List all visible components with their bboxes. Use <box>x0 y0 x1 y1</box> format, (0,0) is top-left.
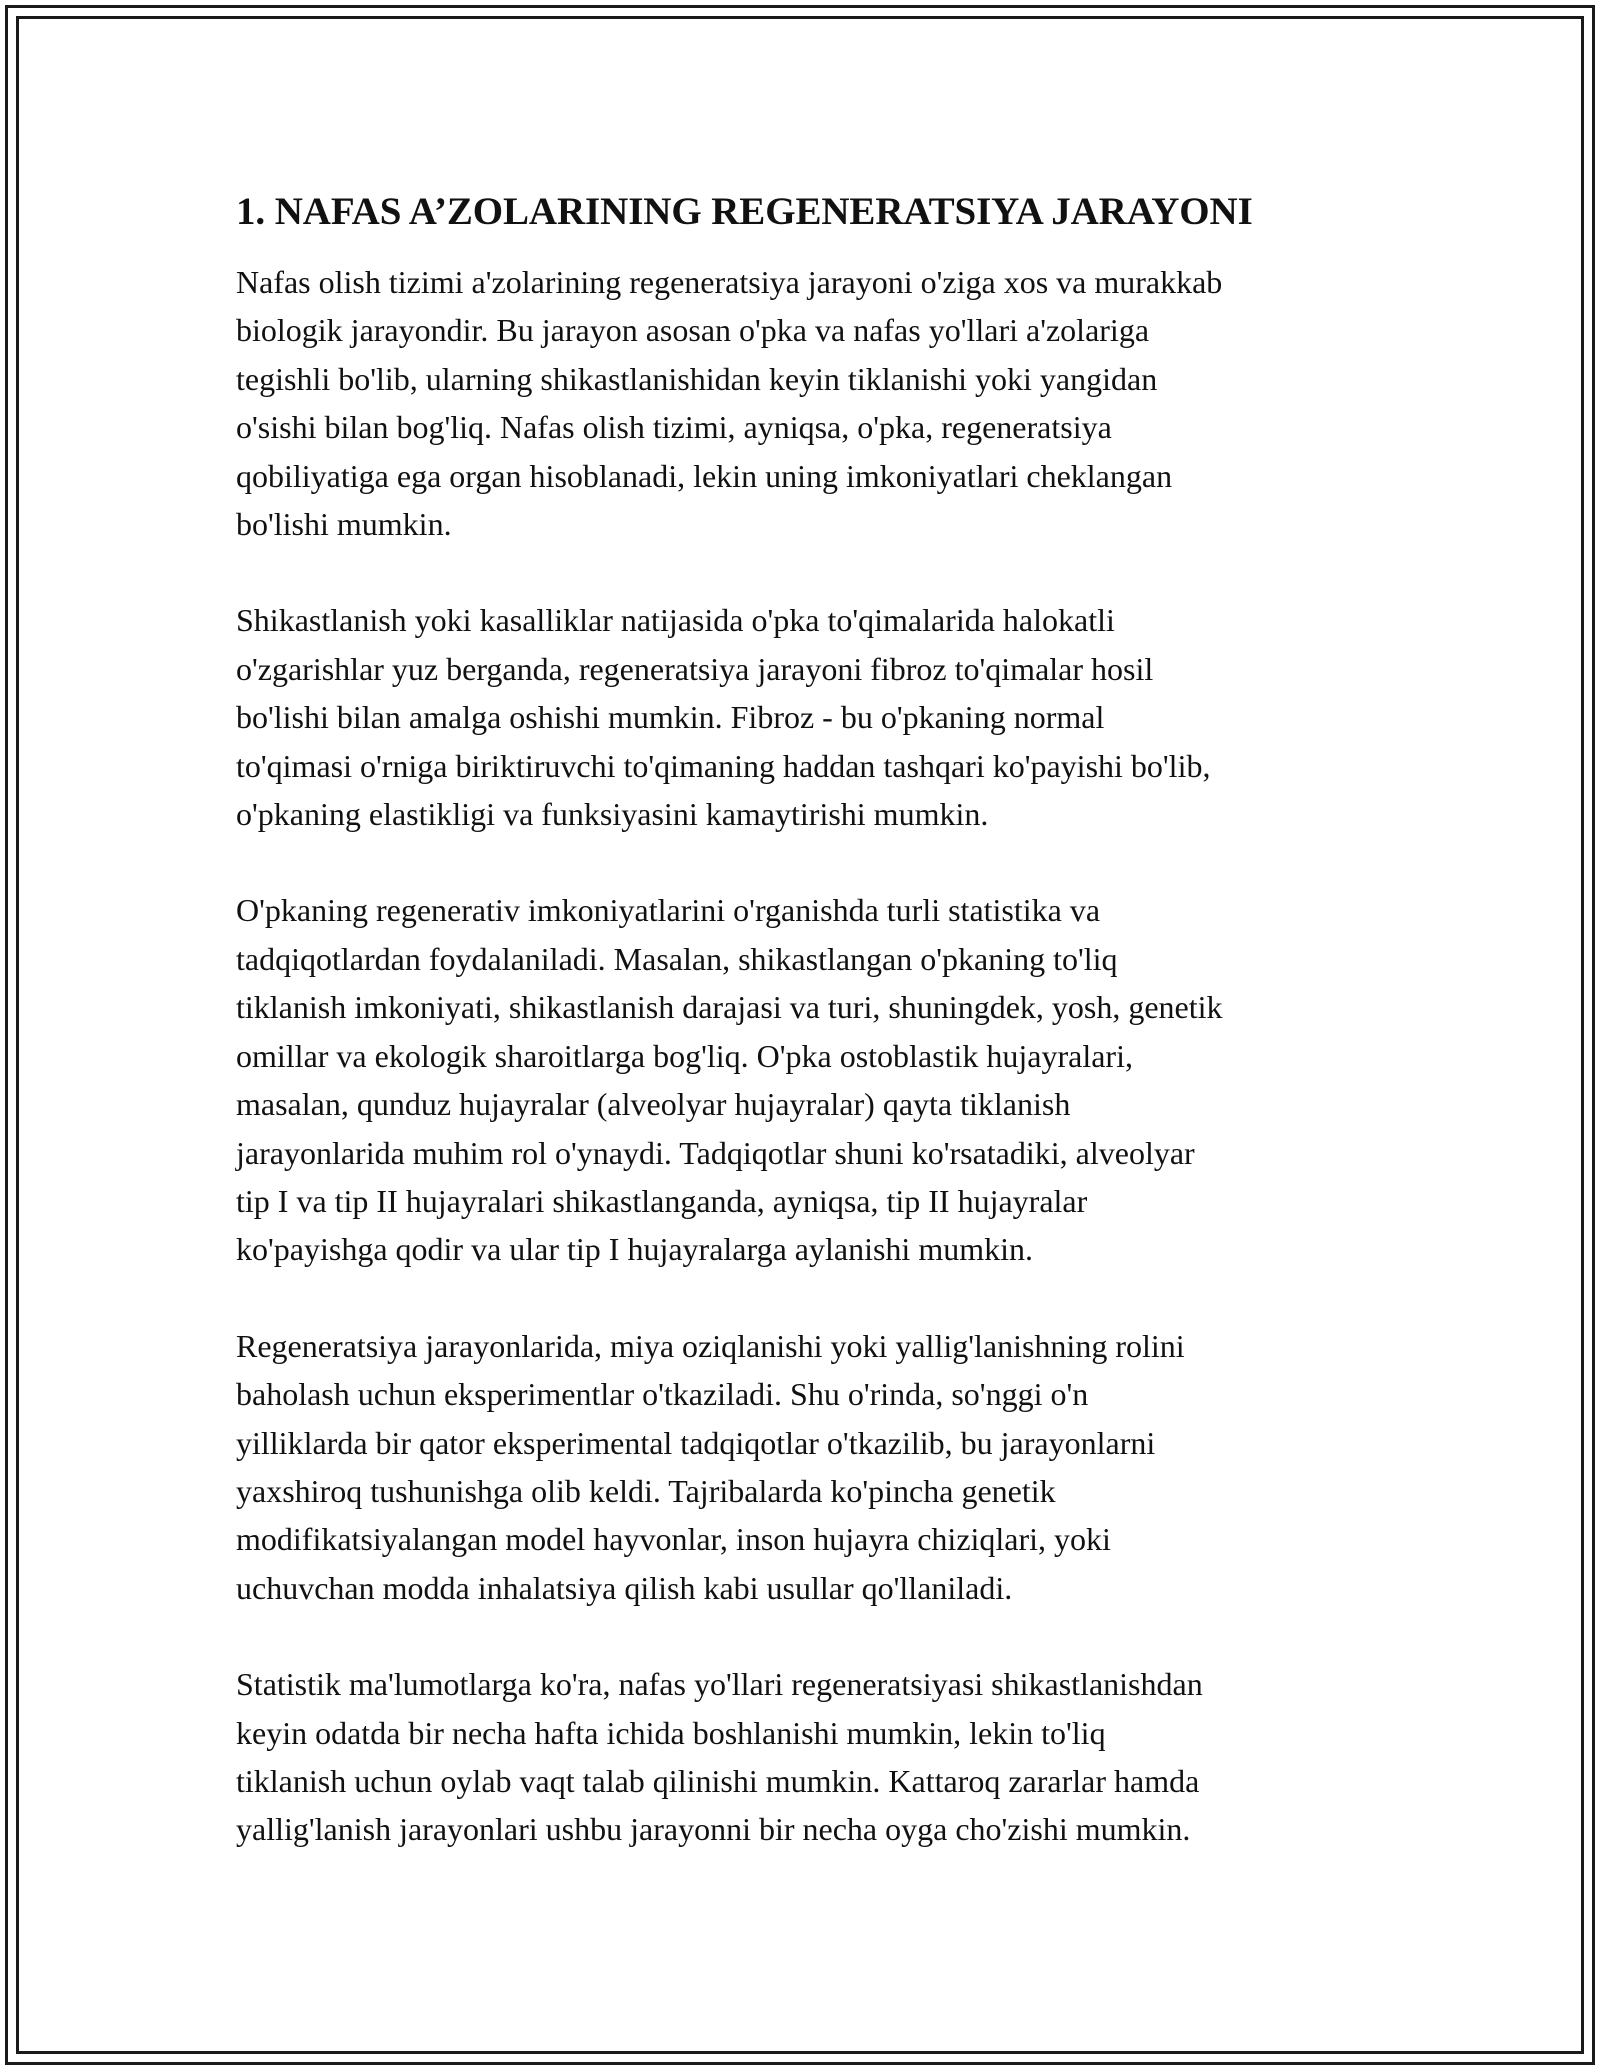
text-line: Shikastlanish yoki kasalliklar natijasida o'pka to'qimalarida halokatli <box>236 602 1115 639</box>
text-line: bo'lishi mumkin. <box>236 506 452 543</box>
paragraph <box>236 1322 1386 1612</box>
text-line: tadqiqotlardan foydalaniladi. Masalan, shikastlangan o'pkaning to'liq <box>236 940 1118 977</box>
text-line: yaxshiroq tushunishga olib keldi. Tajribalarda ko'pincha genetik <box>236 1472 1056 1509</box>
text-line: o'sishi bilan bog'liq. Nafas olish tizimi, ayniqsa, o'pka, regeneratsiya <box>236 409 1112 446</box>
text-line: yallig'lanish jarayonlari ushbu jarayonni bir necha oyga cho'zishi mumkin. <box>236 1811 1191 1848</box>
text-line: tiklanish uchun oylab vaqt talab qilinishi mumkin. Kattaroq zararlar hamda <box>236 1762 1200 1799</box>
text-line: masalan, qunduz hujayralar (alveolyar hujayralar) qayta tiklanish <box>236 1086 1071 1123</box>
text-line: baholash uchun eksperimentlar o'tkaziladi. Shu o'rinda, so'nggi o'n <box>236 1376 1089 1413</box>
document-body <box>236 186 1386 1902</box>
text-line: jarayonlarida muhim rol o'ynaydi. Tadqiqotlar shuni ko'rsatadiki, alveolyar <box>236 1134 1195 1171</box>
text-line: tiklanish imkoniyati, shikastlanish darajasi va turi, shuningdek, yosh, genetik <box>236 989 1223 1026</box>
text-line: uchuvchan modda inhalatsiya qilish kabi usullar qo'llaniladi. <box>236 1569 1013 1606</box>
text-line: o'zgarishlar yuz berganda, regeneratsiya jarayoni fibroz to'qimalar hosil <box>236 650 1154 687</box>
text-line: tegishli bo'lib, ularning shikastlanishidan keyin tiklanishi yoki yangidan <box>236 360 1158 397</box>
section-title: 1. NAFAS A’ZOLARINING REGENERATSIYA JARAYONI <box>236 190 1253 233</box>
text-line: Nafas olish tizimi a'zolarining regeneratsiya jarayoni o'ziga xos va murakkab <box>236 264 1223 300</box>
paragraph <box>236 1660 1386 1854</box>
text-line: tip I va tip II hujayralari shikastlanganda, ayniqsa, tip II hujayralar <box>236 1182 1088 1219</box>
paragraph <box>236 258 1386 548</box>
text-line: bo'lishi bilan amalga oshishi mumkin. Fibroz - bu o'pkaning normal <box>236 699 1105 736</box>
text-line: to'qimasi o'rniga biriktiruvchi to'qimaning haddan tashqari ko'payishi bo'lib, <box>236 747 1211 784</box>
text-line: o'pkaning elastikligi va funksiyasini kamaytirishi mumkin. <box>236 796 989 833</box>
paragraph <box>236 886 1386 1273</box>
text-line: Regeneratsiya jarayonlarida, miya oziqlanishi yoki yallig'lanishning rolini <box>236 1327 1185 1364</box>
text-line: Statistik ma'lumotlarga ko'ra, nafas yo'llari regeneratsiyasi shikastlanishdan <box>236 1666 1203 1703</box>
text-line: yilliklarda bir qator eksperimental tadqiqotlar o'tkazilib, bu jarayonlarni <box>236 1424 1156 1461</box>
text-line: biologik jarayondir. Bu jarayon asosan o'pka va nafas yo'llari a'zolariga <box>236 312 1150 349</box>
text-line: keyin odatda bir necha hafta ichida boshlanishi mumkin, lekin to'liq <box>236 1714 1106 1751</box>
text-line: qobiliyatiga ega organ hisoblanadi, lekin uning imkoniyatlari cheklangan <box>236 457 1173 494</box>
text-line: modifikatsiyalangan model hayvonlar, inson hujayra chiziqlari, yoki <box>236 1521 1111 1558</box>
text-line: O'pkaning regenerativ imkoniyatlarini o'rganishda turli statistika va <box>236 892 1101 929</box>
text-line: omillar va ekologik sharoitlarga bog'liq. O'pka ostoblastik hujayralari, <box>236 1037 1133 1074</box>
text-line: ko'payishga qodir va ular tip I hujayralarga aylanishi mumkin. <box>236 1231 1033 1268</box>
paragraph <box>236 596 1386 838</box>
